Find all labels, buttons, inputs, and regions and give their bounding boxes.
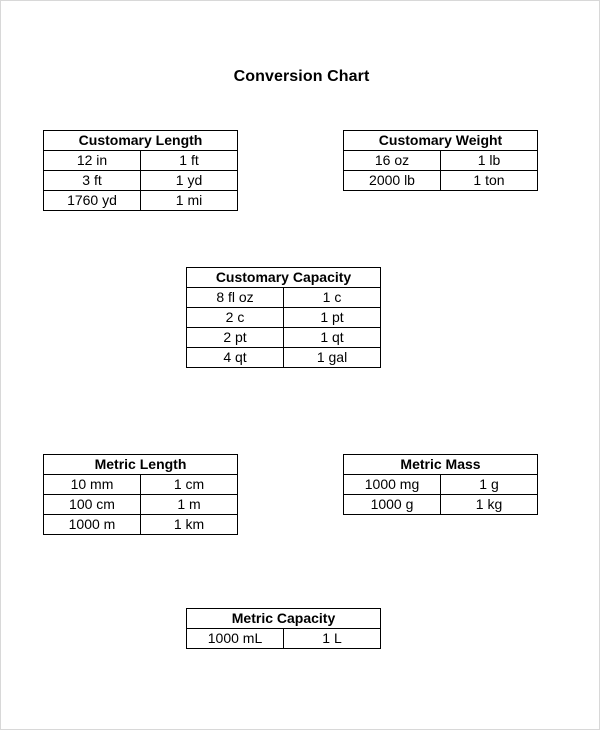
table-cell: 8 fl oz: [187, 288, 284, 308]
table-cell: 10 mm: [44, 475, 141, 495]
table-row: [187, 288, 381, 308]
table-row: [44, 151, 238, 171]
customary-length-table: [43, 130, 238, 211]
table-cell: 1 m: [141, 495, 238, 515]
table-header: Metric Mass: [344, 455, 538, 475]
table-cell: 1760 yd: [44, 191, 141, 211]
table-cell: 1000 mL: [187, 629, 284, 649]
table-cell: 1 lb: [441, 151, 538, 171]
table-row: [187, 629, 381, 649]
table-cell: 2 c: [187, 308, 284, 328]
table-cell: 2 pt: [187, 328, 284, 348]
table-cell: 1000 g: [344, 495, 441, 515]
table-cell: 1000 m: [44, 515, 141, 535]
table-cell: 12 in: [44, 151, 141, 171]
table-cell: 2000 lb: [344, 171, 441, 191]
table-cell: 1 mi: [141, 191, 238, 211]
table-cell: 1 pt: [284, 308, 381, 328]
metric-capacity-table: [186, 608, 381, 649]
table-row: [344, 171, 538, 191]
table-cell: 16 oz: [344, 151, 441, 171]
table-cell: 4 qt: [187, 348, 284, 368]
table-cell: 3 ft: [44, 171, 141, 191]
table-cell: 1 L: [284, 629, 381, 649]
table-row: [44, 191, 238, 211]
table-row: [344, 475, 538, 495]
table-cell: 1 yd: [141, 171, 238, 191]
customary-weight-table: [343, 130, 538, 191]
table-header: Customary Length: [44, 131, 238, 151]
table-cell: 1 kg: [441, 495, 538, 515]
table-cell: 1 cm: [141, 475, 238, 495]
table-row: [44, 495, 238, 515]
table-row: [44, 515, 238, 535]
table-header: Customary Capacity: [187, 268, 381, 288]
table-header: Metric Length: [44, 455, 238, 475]
table-cell: 1 g: [441, 475, 538, 495]
customary-capacity-table: [186, 267, 381, 368]
table-cell: 1 qt: [284, 328, 381, 348]
page-title: Conversion Chart: [233, 68, 370, 85]
table-cell: 1 c: [284, 288, 381, 308]
table-row: [187, 348, 381, 368]
table-row: [344, 151, 538, 171]
table-cell: 1000 mg: [344, 475, 441, 495]
table-cell: 100 cm: [44, 495, 141, 515]
table-cell: 1 ton: [441, 171, 538, 191]
table-row: [187, 328, 381, 348]
table-header: Customary Weight: [344, 131, 538, 151]
metric-length-table: [43, 454, 238, 535]
table-cell: 1 gal: [284, 348, 381, 368]
table-row: [187, 308, 381, 328]
table-row: [44, 171, 238, 191]
metric-mass-table: [343, 454, 538, 515]
table-row: [44, 475, 238, 495]
table-cell: 1 ft: [141, 151, 238, 171]
table-row: [344, 495, 538, 515]
table-header: Metric Capacity: [187, 609, 381, 629]
table-cell: 1 km: [141, 515, 238, 535]
